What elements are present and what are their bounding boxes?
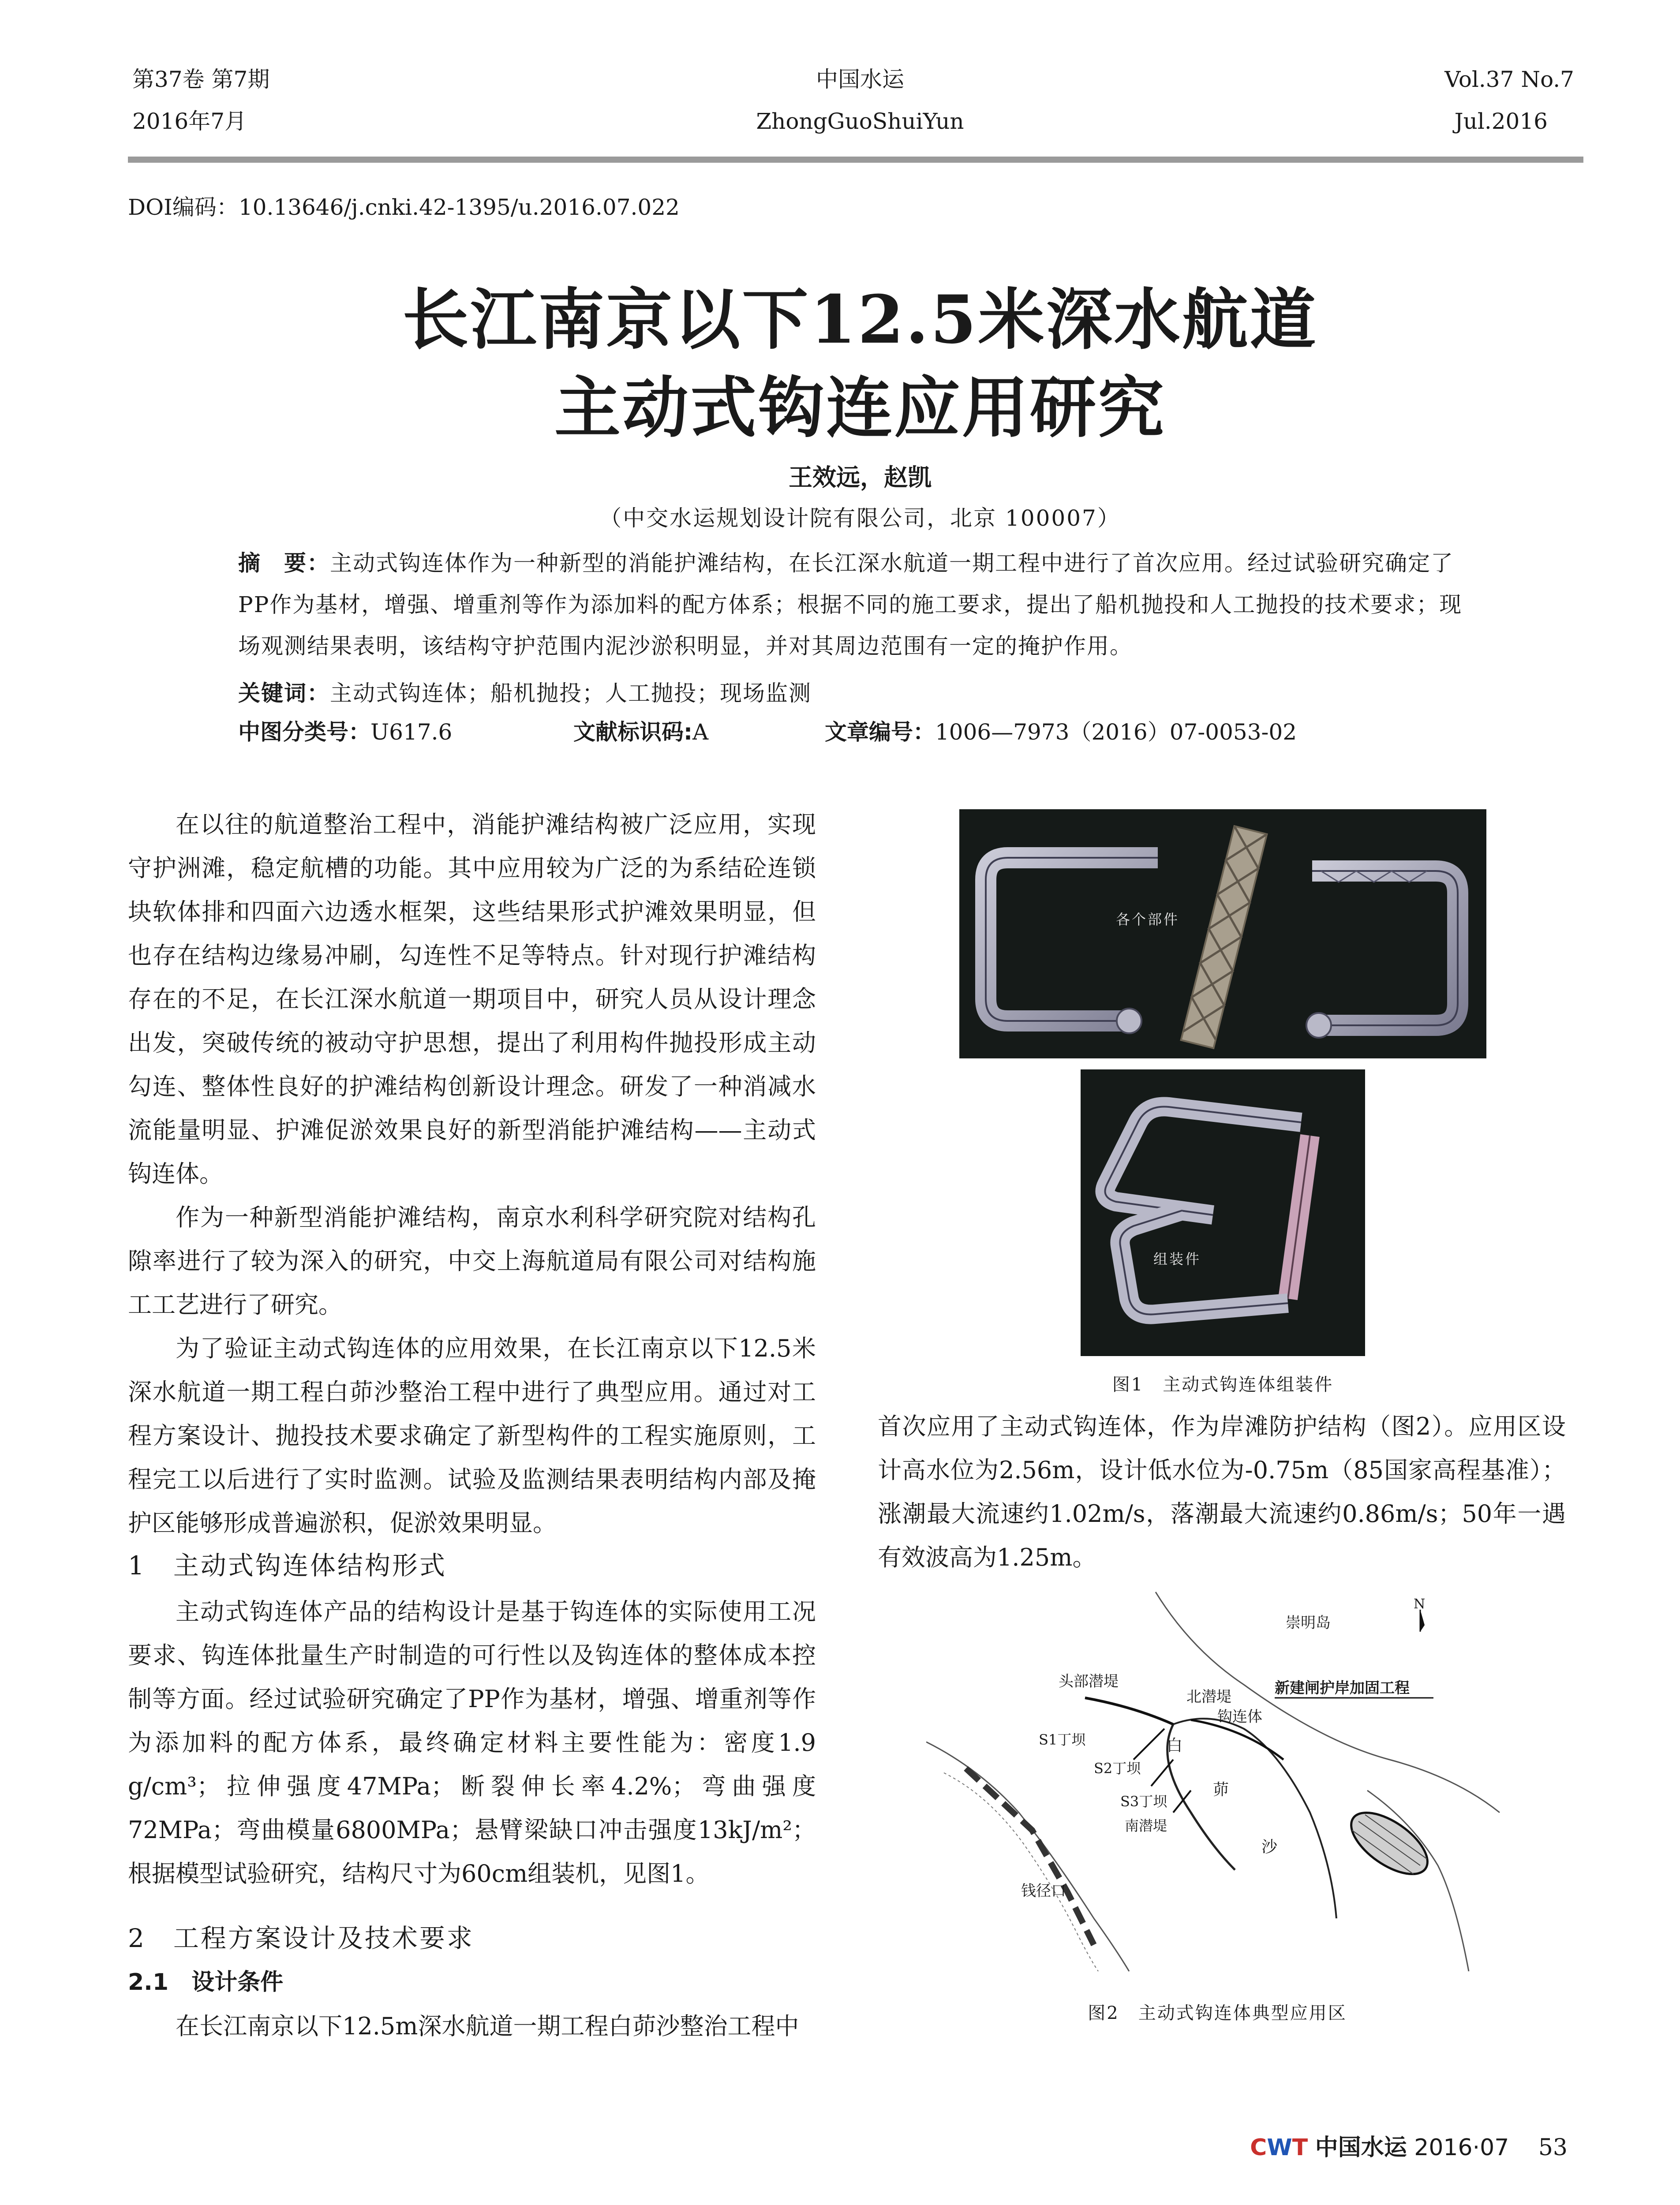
subsection-2-1-title: 2.1 设计条件 [128, 1969, 284, 1996]
doc-label: 文献标识码: [573, 719, 692, 745]
section-2-title: 2 工程方案设计及技术要求 [128, 1923, 474, 1953]
left-column-section1 [128, 1590, 816, 1895]
article-value: 1006—7973（2016）07-0053-02 [935, 719, 1297, 745]
footer-issue: 2016·07 [1414, 2134, 1509, 2161]
header-volume-en: Vol.37 No.7 [1444, 67, 1574, 92]
figure2-label-head-dike: 头部潜堤 [1059, 1673, 1119, 1690]
left-column-intro [128, 803, 816, 1545]
section-1-title: 1 主动式钩连体结构形式 [128, 1551, 447, 1581]
header-date: 2016年7月 [132, 108, 247, 134]
keywords-text: 主动式钩连体；船机抛投；人工抛投；现场监测 [330, 680, 812, 706]
figure2-map [926, 1583, 1508, 1976]
figure1-assembly-image [1081, 1069, 1365, 1356]
clc-label: 中图分类号： [238, 719, 370, 745]
footer-brand-t: T [1292, 2134, 1308, 2161]
paragraph: 在长江南京以下12.5m深水航道一期工程白茆沙整治工程中 [176, 2012, 799, 2040]
figure2-north-arrow-label: N [1414, 1596, 1426, 1612]
figure1-caption: 图1 主动式钩连体组装件 [1112, 1375, 1334, 1395]
figure2-label-new-works: 新建闸护岸加固工程 [1275, 1679, 1410, 1697]
header-rule [128, 157, 1583, 163]
clc-number [238, 719, 452, 745]
title-line2: 主动式钩连应用研究 [554, 369, 1166, 447]
abstract-label: 摘 要： [238, 550, 330, 576]
paragraph: 作为一种新型消能护滩结构，南京水利科学研究院对结构孔隙率进行了较为深入的研究，中交上海航道局有限公司对结构施工工艺进行了研究。 [128, 1203, 816, 1319]
clc-value: U617.6 [370, 719, 453, 745]
figure1-parts-drawing [959, 809, 1486, 1058]
abstract [238, 542, 1482, 667]
figure1-assembly-drawing [1081, 1069, 1365, 1356]
figure2-label-south-dike: 南潜堤 [1125, 1817, 1167, 1834]
header-volume: 第37卷 第7期 [132, 67, 270, 92]
doc-value: A [692, 719, 709, 745]
header-date-en: Jul.2016 [1454, 108, 1548, 134]
doi: DOI编码：10.13646/j.cnki.42-1395/u.2016.07.022 [128, 194, 680, 220]
figure2-label-hook: 钩连体 [1217, 1708, 1262, 1726]
figure2-label-sha: 沙 [1261, 1838, 1278, 1856]
figure2-label-s2: S2丁坝 [1094, 1760, 1141, 1777]
keywords [238, 673, 1482, 714]
figure2-caption: 图2 主动式钩连体典型应用区 [1088, 2003, 1347, 2023]
footer [1250, 2134, 1568, 2161]
footer-brand-c: C [1250, 2134, 1267, 2161]
figure1-label-assembly: 组装件 [1153, 1251, 1201, 1267]
paragraph: 主动式钩连体产品的结构设计是基于钩连体的实际使用工况要求、钩连体批量生产时制造的可行性以及钩连体的整体成本控制等方面。经过试验研究确定了PP作为基材，增强、增重剂等作为添加料的配方体系，最终确定材料主要性能为：密度1.9 g/cm³；拉伸强度47MPa；断裂伸长率4.2%；弯曲强度72MPa；弯曲模量6800MPa；悬臂梁缺口冲击强度13kJ/m²；根据模型试验研究，结构尺寸为60cm组装机，见图1。 [128, 1598, 816, 1887]
figure2-label-chongming: 崇明岛 [1286, 1614, 1331, 1632]
figure1-label-parts: 各个部件 [1116, 911, 1180, 928]
paragraph: 在以往的航道整治工程中，消能护滩结构被广泛应用，实现守护洲滩，稳定航槽的功能。其中应用较为广泛的为系结砼连锁块软体排和四面六边透水框架，这些结果形式护滩效果明显，但也存在结构边缘易冲刷，勾连性不足等特点。针对现行护滩结构存在的不足，在长江深水航道一期项目中，研究人员从设计理念出发，突破传统的被动守护思想，提出了利用构件抛投形成主动勾连、整体性良好的护滩结构创新设计理念。研发了一种消减水流能量明显、护滩促淤效果良好的新型消能护滩结构——主动式钩连体。 [128, 811, 816, 1188]
article-number [825, 719, 1297, 745]
doc-code [573, 719, 708, 745]
title-line1: 长江南京以下12.5米深水航道 [402, 281, 1318, 359]
authors: 王效远，赵凯 [789, 463, 932, 491]
right-column-text: 首次应用了主动式钩连体，作为岸滩防护结构（图2）。应用区设计高水位为2.56m，设计低水位为-0.75m（85国家高程基准）；涨潮最大流速约1.02m/s，落潮最大流速约0.86m/s；50年一遇有效波高为1.25m。 [878, 1413, 1566, 1571]
figure2-label-qianjingkou: 钱径口 [1021, 1882, 1066, 1900]
article-label: 文章编号： [825, 719, 935, 745]
keywords-label: 关键词： [238, 680, 330, 706]
figure2-label-bai: 白 [1167, 1737, 1183, 1755]
footer-page-number: 53 [1538, 2134, 1568, 2161]
figure2-label-north-dike: 北潜堤 [1186, 1688, 1231, 1706]
abstract-text: 主动式钩连体作为一种新型的消能护滩结构，在长江深水航道一期工程中进行了首次应用。经过试验研究确定了PP作为基材，增强、增重剂等作为添加料的配方体系；根据不同的施工要求，提出了船机抛投和人工抛投的技术要求；现场观测结果表明，该结构守护范围内泥沙淤积明显，并对其周边范围有一定的掩护作用。 [238, 550, 1463, 659]
footer-brand-w: W [1267, 2134, 1292, 2161]
footer-brand-logo [1250, 2134, 1308, 2161]
figure1-parts-image [959, 809, 1486, 1058]
paragraph: 为了验证主动式钩连体的应用效果，在长江南京以下12.5米深水航道一期工程白茆沙整治工程中进行了典型应用。通过对工程方案设计、抛投技术要求确定了新型构件的工程实施原则，工程完工以后进行了实时监测。试验及监测结果表明结构内部及掩护区能够形成普遍淤积，促淤效果明显。 [128, 1334, 816, 1537]
header-journal-en: ZhongGuoShuiYun [756, 108, 964, 134]
affiliation: （中交水运规划设计院有限公司，北京 100007） [599, 505, 1121, 531]
figure2-label-s3: S3丁坝 [1120, 1793, 1167, 1810]
footer-journal: 中国水运 [1315, 2134, 1407, 2161]
header-journal-cn: 中国水运 [816, 67, 904, 92]
left-column-section2 [128, 2004, 816, 2048]
figure2-label-mao: 茆 [1213, 1781, 1229, 1799]
figure2-label-s1: S1丁坝 [1039, 1731, 1086, 1748]
